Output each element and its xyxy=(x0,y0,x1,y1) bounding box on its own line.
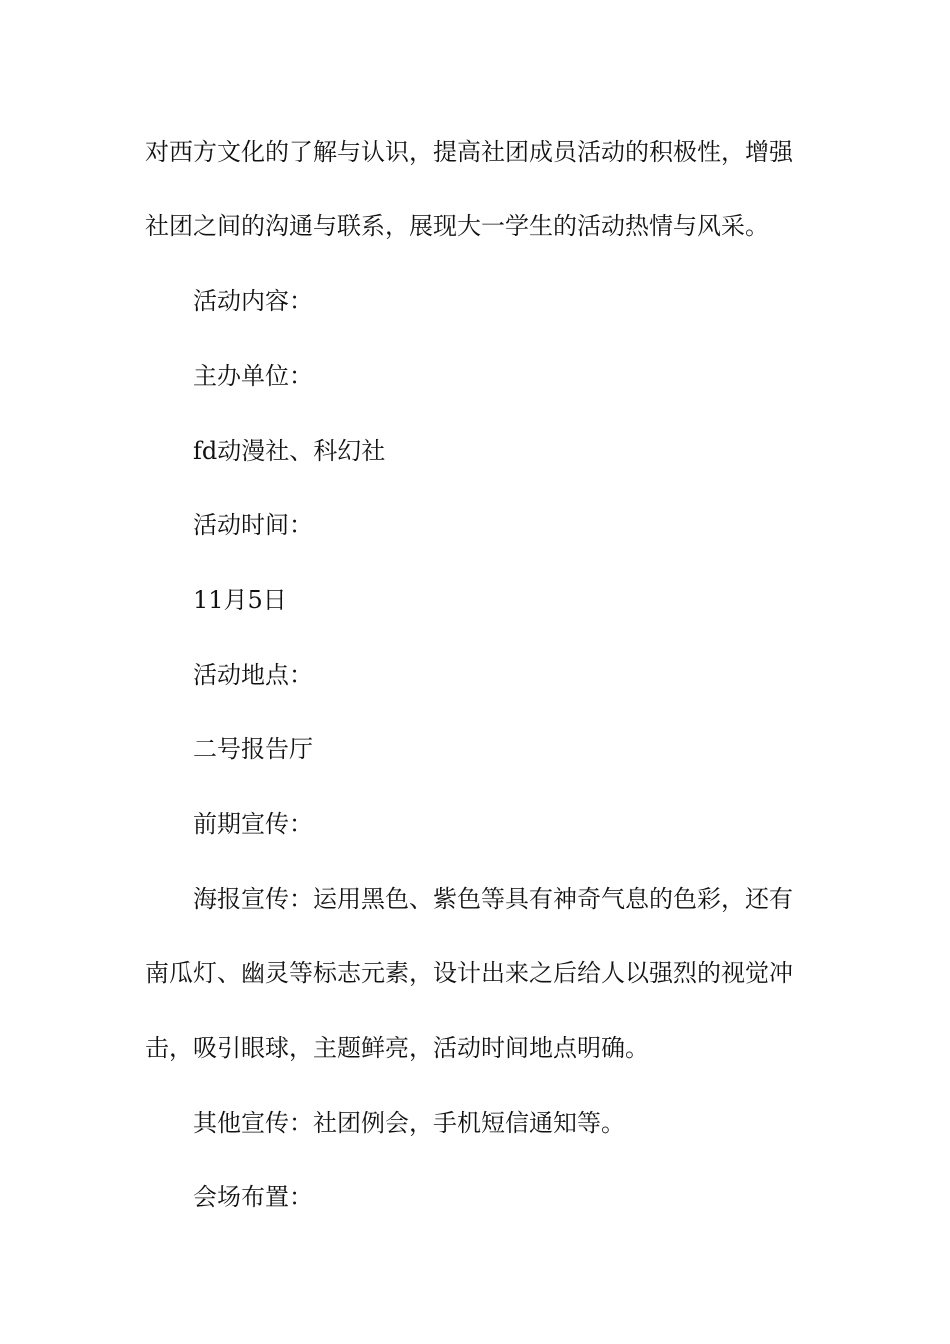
field-value: 11月5日 xyxy=(193,586,287,614)
paragraph-line: 海报宣传：运用黑色、紫色等具有神奇气息的色彩，还有 xyxy=(193,885,793,913)
field-label: 活动时间： xyxy=(193,511,313,539)
paragraph-line: 社团之间的沟通与联系，展现大一学生的活动热情与风采。 xyxy=(145,212,769,240)
field-value: 二号报告厅 xyxy=(193,735,313,763)
field-value: fd动漫社、科幻社 xyxy=(193,437,386,465)
paragraph-line: 南瓜灯、幽灵等标志元素，设计出来之后给人以强烈的视觉冲 xyxy=(145,959,793,987)
field-label: 主办单位： xyxy=(193,362,313,390)
section-heading: 活动内容： xyxy=(193,287,313,315)
section-heading: 前期宣传： xyxy=(193,810,313,838)
paragraph-line: 其他宣传：社团例会，手机短信通知等。 xyxy=(193,1109,625,1137)
section-heading: 会场布置： xyxy=(193,1183,313,1211)
paragraph-line: 对西方文化的了解与认识，提高社团成员活动的积极性，增强 xyxy=(145,138,793,166)
field-label: 活动地点： xyxy=(193,661,313,689)
paragraph-line: 击，吸引眼球，主题鲜亮，活动时间地点明确。 xyxy=(145,1034,649,1062)
